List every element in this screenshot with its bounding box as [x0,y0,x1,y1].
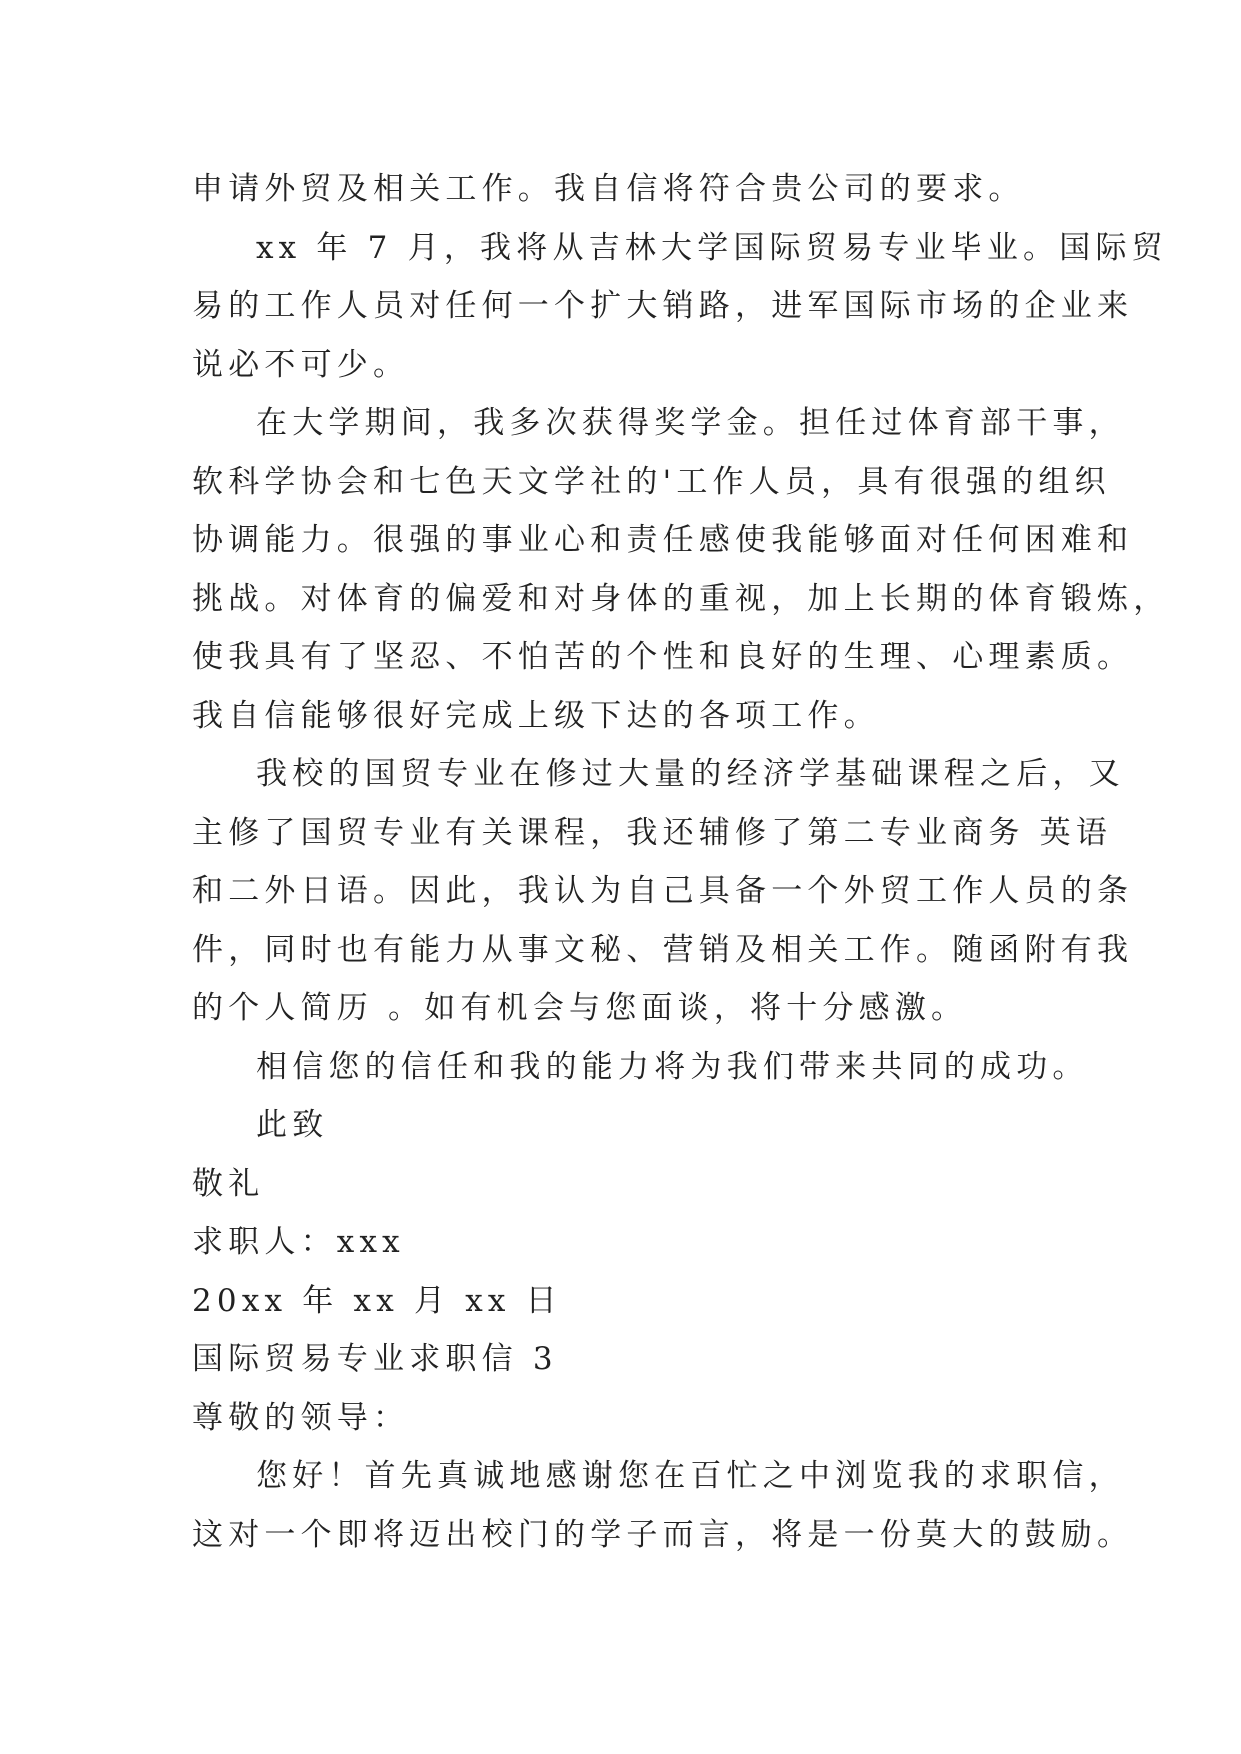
letter-body [192,160,1170,1564]
closing-line: 此致 [256,1107,329,1143]
text-line: xx 年 7 月，我将从吉林大学国际贸易专业毕业。国际贸 [256,229,1168,266]
text-line: 挑战。对体育的偏爱和对身体的重视，加上长期的体育锻炼， [192,580,1170,617]
text-line: 使我具有了坚忍、不怕苦的个性和良好的生理、心理素质。 [192,639,1134,675]
text-line: 主修了国贸专业有关课程，我还辅修了第二专业商务 英语 [192,814,1113,851]
text-line: 您好！首先真诚地感谢您在百忙之中浏览我的求职信， [256,1458,1125,1494]
text-line: 易的工作人员对任何一个扩大销路，进军国际市场的企业来 [192,288,1134,324]
text-line: 件，同时也有能力从事文秘、营销及相关工作。随函附有我 [192,931,1134,968]
text-line: 我自信能够很好完成上级下达的各项工作。 [192,697,880,734]
section-heading: 国际贸易专业求职信 3 [192,1341,558,1377]
text-line: 这对一个即将迈出校门的学子而言，将是一份莫大的鼓励。 [192,1516,1134,1553]
salutation: 尊敬的领导： [192,1399,410,1436]
text-line: 软科学协会和七色天文学社的'工作人员，具有很强的组织 [192,463,1111,500]
text-line: 说必不可少。 [192,346,410,383]
text-line: 的个人简历 。如有机会与您面谈，将十分感激。 [192,990,968,1026]
date-line: 20xx 年 xx 月 xx 日 [192,1282,562,1319]
text-line: 协调能力。很强的事业心和责任感使我能够面对任何困难和 [192,522,1134,558]
text-line: 申请外贸及相关工作。我自信将符合贵公司的要求。 [192,171,1025,207]
closing-salute: 敬礼 [192,1165,265,1202]
text-line: 相信您的信任和我的能力将为我们带来共同的成功。 [256,1048,1089,1085]
text-line: 我校的国贸专业在修过大量的经济学基础课程之后，又 [256,756,1125,792]
applicant-line: 求职人：xxx [192,1224,405,1260]
text-line: 在大学期间，我多次获得奖学金。担任过体育部干事， [256,405,1125,441]
text-line: 和二外日语。因此，我认为自己具备一个外贸工作人员的条 [192,873,1134,909]
